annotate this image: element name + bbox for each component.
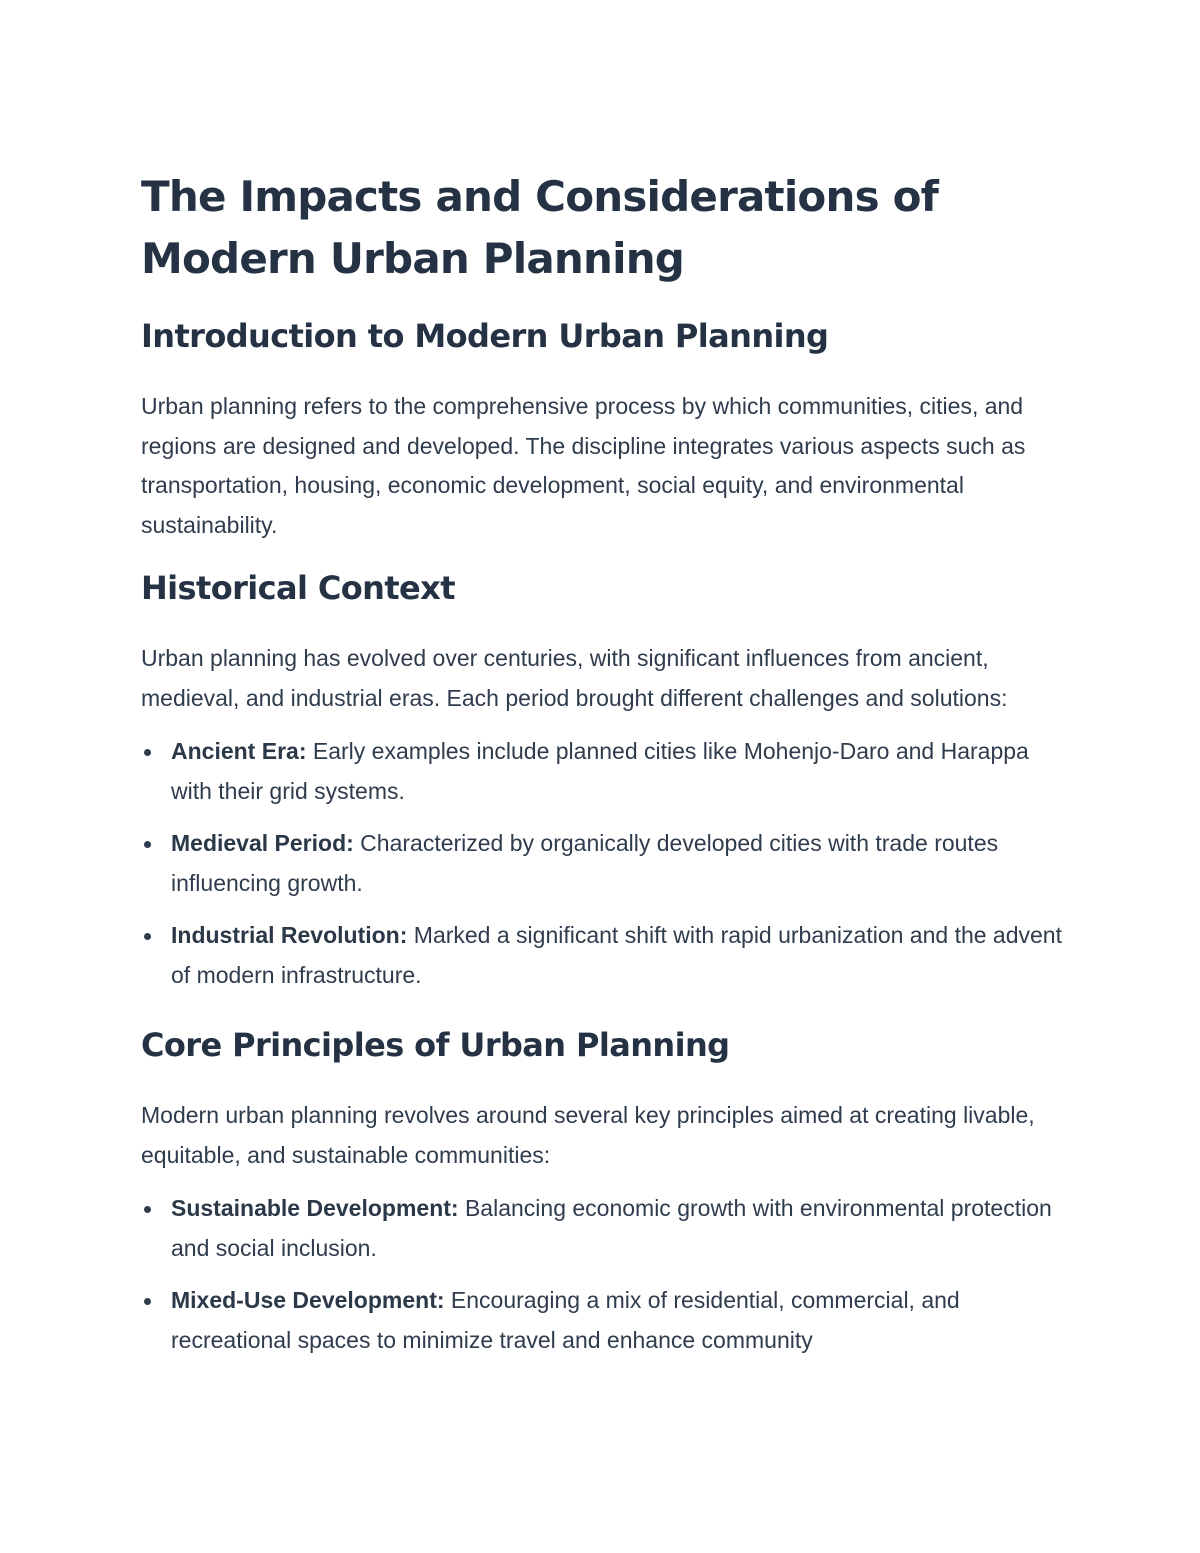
list-item — [141, 824, 1066, 903]
bullet-icon — [144, 841, 151, 848]
list-item — [141, 1281, 1066, 1360]
list-item-text: Early examples include planned cities like Mohenjo-Daro and Harappa with their grid systems. — [171, 738, 1029, 804]
list-item — [141, 916, 1066, 995]
list-item-term: Industrial Revolution: — [171, 922, 408, 948]
core-principles-list — [141, 1189, 1066, 1360]
page-title: The Impacts and Considerations of Modern Urban Planning — [141, 172, 939, 283]
list-item-text: Balancing economic growth with environmental protection and social inclusion. — [171, 1195, 1052, 1261]
list-item — [141, 732, 1066, 811]
historical-eras-list — [141, 732, 1066, 995]
bullet-icon — [144, 1298, 151, 1305]
list-item-term: Sustainable Development: — [171, 1195, 459, 1221]
section-heading-historical-context: Historical Context — [141, 569, 455, 607]
list-item-text: Characterized by organically developed cities with trade routes influencing growth. — [171, 830, 999, 896]
bullet-icon — [144, 1206, 151, 1213]
section-heading-core-principles: Core Principles of Urban Planning — [141, 1026, 730, 1064]
list-item-term: Mixed-Use Development: — [171, 1287, 445, 1313]
list-item-text: Marked a significant shift with rapid urbanization and the advent of modern infrastructure. — [171, 922, 1062, 988]
document-page — [141, 166, 1066, 1360]
core-principles-paragraph: Modern urban planning revolves around several key principles aimed at creating livable, equitable, and sustainable communities: — [141, 1102, 1035, 1168]
introduction-paragraph: Urban planning refers to the comprehensive process by which communities, cities, and regions are designed and developed. The discipline integrates various aspects such as transportation, housing, economic development, social equity, and environmental sustainability. — [141, 393, 1026, 538]
historical-context-paragraph: Urban planning has evolved over centuries, with significant influences from ancient, medieval, and industrial eras. Each period brought different challenges and solutions: — [141, 645, 1008, 711]
section-heading-introduction: Introduction to Modern Urban Planning — [141, 317, 829, 355]
list-item — [141, 1189, 1066, 1268]
list-item-term: Ancient Era: — [171, 738, 307, 764]
list-item-term: Medieval Period: — [171, 830, 354, 856]
bullet-icon — [144, 933, 151, 940]
list-item-text: Encouraging a mix of residential, commercial, and recreational spaces to minimize travel and enhance community — [171, 1287, 960, 1353]
bullet-icon — [144, 749, 151, 756]
